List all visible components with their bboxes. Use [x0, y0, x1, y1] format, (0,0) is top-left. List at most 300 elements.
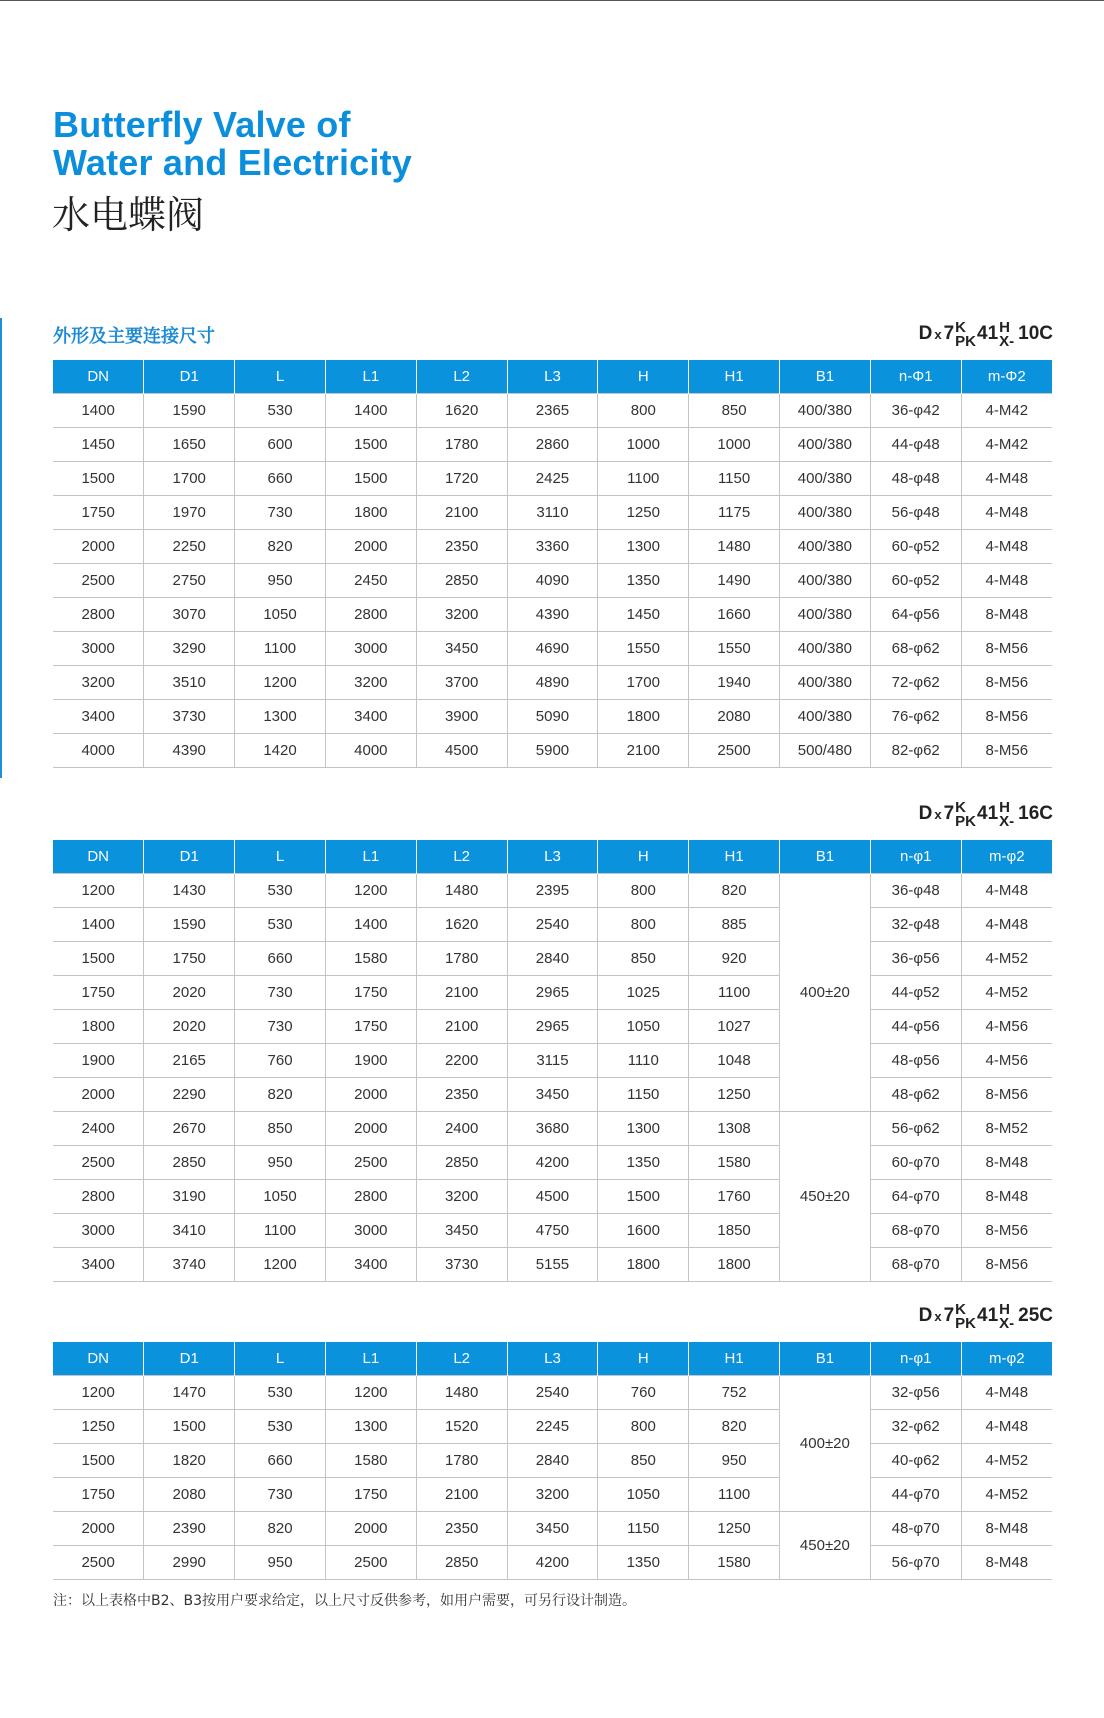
table-cell: 2390 [144, 1512, 235, 1546]
table-cell: 2400 [53, 1112, 144, 1146]
table-cell: 4-M48 [961, 530, 1052, 564]
spec-table-25c [53, 1342, 1052, 1580]
table-row [53, 908, 1052, 942]
table-cell: 500/480 [780, 734, 871, 768]
column-header: L3 [507, 840, 598, 874]
column-header: D1 [144, 1342, 235, 1376]
table-cell: 2000 [325, 1078, 416, 1112]
table-cell: 4-M56 [961, 1010, 1052, 1044]
table-cell: 820 [689, 874, 780, 908]
table-cell: 2080 [144, 1478, 235, 1512]
table-cell: 2000 [325, 1112, 416, 1146]
left-accent-bar [0, 318, 2, 778]
table-cell: 1620 [416, 908, 507, 942]
table-cell: 8-M56 [961, 666, 1052, 700]
table-cell: 44-φ48 [870, 428, 961, 462]
table-row [53, 530, 1052, 564]
table-cell: 1580 [325, 1444, 416, 1478]
table-cell: 1500 [598, 1180, 689, 1214]
table-cell: 1750 [144, 942, 235, 976]
column-header: DN [53, 1342, 144, 1376]
table-cell: 600 [235, 428, 326, 462]
table-cell: 2100 [416, 1478, 507, 1512]
table-cell: 1300 [325, 1410, 416, 1444]
table-cell: 2500 [53, 1146, 144, 1180]
table-cell: 2540 [507, 1376, 598, 1410]
table-cell: 3450 [416, 1214, 507, 1248]
table-cell: 730 [235, 496, 326, 530]
table-row [53, 1078, 1052, 1112]
table-cell: 1800 [598, 1248, 689, 1282]
table-row [53, 976, 1052, 1010]
table-cell: 3900 [416, 700, 507, 734]
column-header: L1 [325, 1342, 416, 1376]
table-cell: 1900 [325, 1044, 416, 1078]
table-cell: 3000 [53, 632, 144, 666]
column-header: L3 [507, 360, 598, 394]
table-cell: 40-φ62 [870, 1444, 961, 1478]
model-7: 7 [943, 1305, 955, 1326]
column-header: H1 [689, 360, 780, 394]
b1-merged-cell: 450±20 [780, 1112, 871, 1282]
table-cell: 1250 [598, 496, 689, 530]
table-cell: 1200 [235, 666, 326, 700]
table-row [53, 1248, 1052, 1282]
table-cell: 1050 [235, 1180, 326, 1214]
table-cell: 1480 [416, 1376, 507, 1410]
table-cell: 2245 [507, 1410, 598, 1444]
table-cell: 3200 [507, 1478, 598, 1512]
model-k-stack [955, 318, 976, 350]
model-k-bottom: PK [955, 812, 976, 830]
table-cell: 850 [598, 942, 689, 976]
table-cell: 1550 [689, 632, 780, 666]
table-cell: 2000 [53, 1512, 144, 1546]
model-h-bottom: X- [999, 1314, 1015, 1332]
table-cell: 2365 [507, 394, 598, 428]
table-cell: 1150 [689, 462, 780, 496]
table-cell: 1750 [53, 976, 144, 1010]
table-cell: 1400 [325, 908, 416, 942]
table-cell: 2850 [416, 1146, 507, 1180]
table-cell: 2800 [53, 1180, 144, 1214]
table-cell: 1800 [325, 496, 416, 530]
table-cell: 2860 [507, 428, 598, 462]
table-cell: 8-M56 [961, 1214, 1052, 1248]
table-cell: 530 [235, 874, 326, 908]
column-header: DN [53, 360, 144, 394]
table-cell: 3360 [507, 530, 598, 564]
column-header: B1 [780, 360, 871, 394]
model-7: 7 [943, 803, 955, 824]
table-cell: 2800 [325, 1180, 416, 1214]
section-title: 外形及主要连接尺寸 [53, 326, 215, 347]
table-row [53, 1112, 1052, 1146]
table-cell: 820 [689, 1410, 780, 1444]
table-row [53, 700, 1052, 734]
table-cell: 36-φ48 [870, 874, 961, 908]
table-cell: 4200 [507, 1146, 598, 1180]
table-cell: 68-φ70 [870, 1214, 961, 1248]
table-cell: 950 [235, 564, 326, 598]
table-cell: 3450 [507, 1512, 598, 1546]
table-cell: 2350 [416, 1078, 507, 1112]
table-row [53, 462, 1052, 496]
top-border [0, 0, 1104, 1]
table-cell: 1100 [235, 632, 326, 666]
model-41: 41 [977, 1305, 999, 1326]
spec-table-10c [53, 360, 1052, 768]
table-cell: 1100 [598, 462, 689, 496]
table-cell: 820 [235, 1078, 326, 1112]
b1-merged-cell: 400±20 [780, 1376, 871, 1512]
table-cell: 530 [235, 908, 326, 942]
page-title-chinese: 水电蝶阀 [52, 193, 205, 237]
model-h-bottom: X- [999, 332, 1015, 350]
table-cell: 4-M48 [961, 908, 1052, 942]
model-suffix: 25C [1018, 1305, 1053, 1326]
table-cell: 1590 [144, 908, 235, 942]
table-cell: 920 [689, 942, 780, 976]
table-cell: 1620 [416, 394, 507, 428]
table-cell: 1300 [235, 700, 326, 734]
table-cell: 1700 [598, 666, 689, 700]
table-cell: 8-M52 [961, 1112, 1052, 1146]
table-cell: 950 [235, 1546, 326, 1580]
table-cell: 1050 [598, 1010, 689, 1044]
table-cell: 2500 [53, 1546, 144, 1580]
table-cell: 1050 [598, 1478, 689, 1512]
table-row [53, 666, 1052, 700]
table-cell: 64-φ56 [870, 598, 961, 632]
table-cell: 1400 [53, 394, 144, 428]
table-cell: 3740 [144, 1248, 235, 1282]
table-cell: 68-φ70 [870, 1248, 961, 1282]
table-cell: 4-M56 [961, 1044, 1052, 1078]
column-header: L [235, 840, 326, 874]
table-cell: 4-M52 [961, 942, 1052, 976]
table-cell: 1000 [689, 428, 780, 462]
table-cell: 1580 [689, 1546, 780, 1580]
model-code-10c [919, 318, 1053, 350]
table-cell: 8-M56 [961, 632, 1052, 666]
table-cell: 1050 [235, 598, 326, 632]
table-cell: 5900 [507, 734, 598, 768]
table-row [53, 1010, 1052, 1044]
table-cell: 400/380 [780, 632, 871, 666]
model-h-top: H [999, 318, 1010, 336]
table-cell: 8-M56 [961, 1248, 1052, 1282]
table-cell: 4890 [507, 666, 598, 700]
table-cell: 2100 [416, 976, 507, 1010]
table-cell: 760 [235, 1044, 326, 1078]
table-cell: 660 [235, 462, 326, 496]
table-cell: 3000 [325, 1214, 416, 1248]
table-cell: 400/380 [780, 598, 871, 632]
table-cell: 8-M48 [961, 1180, 1052, 1214]
table-cell: 1350 [598, 1146, 689, 1180]
table-cell: 1420 [235, 734, 326, 768]
table-cell: 2165 [144, 1044, 235, 1078]
table-cell: 2250 [144, 530, 235, 564]
table-cell: 2395 [507, 874, 598, 908]
table-cell: 1350 [598, 1546, 689, 1580]
table-cell: 730 [235, 1478, 326, 1512]
table-cell: 820 [235, 530, 326, 564]
table-cell: 4-M48 [961, 1376, 1052, 1410]
table-cell: 1970 [144, 496, 235, 530]
table-cell: 3070 [144, 598, 235, 632]
b1-merged-cell: 400±20 [780, 874, 871, 1112]
table-cell: 2200 [416, 1044, 507, 1078]
table-cell: 1400 [53, 908, 144, 942]
table-row [53, 1214, 1052, 1248]
model-h-stack [999, 1300, 1015, 1332]
table-cell: 1450 [598, 598, 689, 632]
table-cell: 1650 [144, 428, 235, 462]
model-code-25c [919, 1300, 1053, 1332]
column-header: L3 [507, 1342, 598, 1376]
table-cell: 1450 [53, 428, 144, 462]
table-cell: 8-M48 [961, 1512, 1052, 1546]
table-cell: 1250 [689, 1078, 780, 1112]
column-header: H1 [689, 1342, 780, 1376]
table-cell: 760 [598, 1376, 689, 1410]
column-header: H [598, 360, 689, 394]
column-header: L [235, 360, 326, 394]
model-k-top: K [955, 318, 966, 336]
table-cell: 950 [689, 1444, 780, 1478]
table-cell: 2350 [416, 530, 507, 564]
table-cell: 2500 [53, 564, 144, 598]
model-k-bottom: PK [955, 332, 976, 350]
table-cell: 1590 [144, 394, 235, 428]
table-cell: 44-φ56 [870, 1010, 961, 1044]
table-cell: 1025 [598, 976, 689, 1010]
table-cell: 4200 [507, 1546, 598, 1580]
table-cell: 48-φ62 [870, 1078, 961, 1112]
table-cell: 800 [598, 394, 689, 428]
table-cell: 48-φ48 [870, 462, 961, 496]
table-cell: 1480 [416, 874, 507, 908]
column-header: B1 [780, 1342, 871, 1376]
table-cell: 1820 [144, 1444, 235, 1478]
table-cell: 820 [235, 1512, 326, 1546]
table-cell: 1308 [689, 1112, 780, 1146]
table-cell: 1900 [53, 1044, 144, 1078]
table-cell: 730 [235, 976, 326, 1010]
table-row [53, 394, 1052, 428]
table-cell: 8-M48 [961, 1546, 1052, 1580]
model-k-stack [955, 798, 976, 830]
table-cell: 400/380 [780, 462, 871, 496]
table-cell: 1780 [416, 1444, 507, 1478]
table-cell: 400/380 [780, 564, 871, 598]
table-cell: 3200 [325, 666, 416, 700]
table-cell: 2350 [416, 1512, 507, 1546]
table-cell: 2840 [507, 1444, 598, 1478]
table-row [53, 496, 1052, 530]
column-header: B1 [780, 840, 871, 874]
table-row [53, 734, 1052, 768]
column-header: L [235, 1342, 326, 1376]
table-cell: 2800 [53, 598, 144, 632]
table-cell: 4-M52 [961, 1478, 1052, 1512]
table-cell: 3110 [507, 496, 598, 530]
table-cell: 530 [235, 394, 326, 428]
table-cell: 800 [598, 1410, 689, 1444]
table-cell: 1780 [416, 428, 507, 462]
table-cell: 1200 [235, 1248, 326, 1282]
table-row [53, 1444, 1052, 1478]
table-cell: 60-φ52 [870, 530, 961, 564]
table-cell: 1350 [598, 564, 689, 598]
table-cell: 48-φ56 [870, 1044, 961, 1078]
table-cell: 2540 [507, 908, 598, 942]
table-cell: 3290 [144, 632, 235, 666]
table-cell: 1580 [325, 942, 416, 976]
table-cell: 2750 [144, 564, 235, 598]
table-cell: 3450 [507, 1078, 598, 1112]
table-cell: 4000 [53, 734, 144, 768]
model-h-top: H [999, 1300, 1010, 1318]
table-cell: 3450 [416, 632, 507, 666]
table-cell: 1200 [325, 1376, 416, 1410]
table-cell: 1300 [598, 530, 689, 564]
table-cell: 68-φ62 [870, 632, 961, 666]
model-h-stack [999, 318, 1015, 350]
table-cell: 2850 [416, 1546, 507, 1580]
table-cell: 1250 [53, 1410, 144, 1444]
model-d: D [918, 323, 933, 344]
table-cell: 1500 [325, 462, 416, 496]
table-cell: 4500 [416, 734, 507, 768]
table-cell: 2100 [598, 734, 689, 768]
table-row [53, 942, 1052, 976]
table-cell: 3200 [416, 1180, 507, 1214]
table-cell: 1048 [689, 1044, 780, 1078]
table-cell: 2840 [507, 942, 598, 976]
table-row [53, 1376, 1052, 1410]
table-cell: 8-M48 [961, 598, 1052, 632]
table-cell: 36-φ56 [870, 942, 961, 976]
table-cell: 2100 [416, 1010, 507, 1044]
table-cell: 752 [689, 1376, 780, 1410]
table-cell: 1940 [689, 666, 780, 700]
model-code-16c [919, 798, 1053, 830]
model-41: 41 [977, 323, 999, 344]
table-cell: 1200 [53, 1376, 144, 1410]
table-cell: 2290 [144, 1078, 235, 1112]
table-cell: 60-φ52 [870, 564, 961, 598]
table-cell: 800 [598, 874, 689, 908]
table-cell: 2400 [416, 1112, 507, 1146]
table-cell: 1490 [689, 564, 780, 598]
table-cell: 400/380 [780, 496, 871, 530]
table-cell: 2020 [144, 976, 235, 1010]
title-line-1: Butterfly Valve of [53, 104, 351, 145]
table-cell: 800 [598, 908, 689, 942]
table-cell: 76-φ62 [870, 700, 961, 734]
table-row [53, 428, 1052, 462]
table-cell: 2000 [325, 530, 416, 564]
table-cell: 400/380 [780, 428, 871, 462]
table-header-row [53, 360, 1052, 394]
footnote: 注：以上表格中B2、B3按用户要求给定，以上尺寸反供参考，如用户需要，可另行设计制造。 [53, 1593, 637, 1609]
table-cell: 4500 [507, 1180, 598, 1214]
table-cell: 2020 [144, 1010, 235, 1044]
table-cell: 2000 [53, 530, 144, 564]
table-cell: 3400 [53, 700, 144, 734]
table-row [53, 632, 1052, 666]
model-d: D [918, 803, 933, 824]
table-cell: 530 [235, 1410, 326, 1444]
table-cell: 1300 [598, 1112, 689, 1146]
table-cell: 1250 [689, 1512, 780, 1546]
table-cell: 3730 [144, 700, 235, 734]
table-cell: 3680 [507, 1112, 598, 1146]
table-cell: 3700 [416, 666, 507, 700]
table-cell: 3000 [325, 632, 416, 666]
column-header: H1 [689, 840, 780, 874]
table-cell: 3400 [325, 1248, 416, 1282]
table-cell: 2450 [325, 564, 416, 598]
table-cell: 3410 [144, 1214, 235, 1248]
table-cell: 3200 [416, 598, 507, 632]
table-cell: 1500 [53, 462, 144, 496]
column-header: m-φ2 [961, 1342, 1052, 1376]
model-k-stack [955, 1300, 976, 1332]
table-cell: 2080 [689, 700, 780, 734]
model-7: 7 [943, 323, 955, 344]
table-cell: 2850 [416, 564, 507, 598]
table-cell: 1000 [598, 428, 689, 462]
table-row [53, 874, 1052, 908]
table-cell: 32-φ62 [870, 1410, 961, 1444]
model-x: x [934, 806, 942, 822]
table-cell: 36-φ42 [870, 394, 961, 428]
table-cell: 1750 [325, 1478, 416, 1512]
table-cell: 2800 [325, 598, 416, 632]
table-cell: 1175 [689, 496, 780, 530]
table-cell: 2850 [144, 1146, 235, 1180]
table-row [53, 1512, 1052, 1546]
table-cell: 1520 [416, 1410, 507, 1444]
table-cell: 1480 [689, 530, 780, 564]
model-41: 41 [977, 803, 999, 824]
table-cell: 1200 [53, 874, 144, 908]
table-cell: 3510 [144, 666, 235, 700]
table-cell: 1470 [144, 1376, 235, 1410]
table-cell: 3200 [53, 666, 144, 700]
table-cell: 1027 [689, 1010, 780, 1044]
table-cell: 32-φ48 [870, 908, 961, 942]
table-cell: 4-M52 [961, 976, 1052, 1010]
table-row [53, 1410, 1052, 1444]
table-cell: 400/380 [780, 666, 871, 700]
table-cell: 32-φ56 [870, 1376, 961, 1410]
table-header-row [53, 1342, 1052, 1376]
table-cell: 1780 [416, 942, 507, 976]
column-header: L2 [416, 360, 507, 394]
table-cell: 1750 [53, 1478, 144, 1512]
table-row [53, 1546, 1052, 1580]
model-k-top: K [955, 1300, 966, 1318]
table-cell: 1800 [53, 1010, 144, 1044]
spec-table-16c [53, 840, 1052, 1282]
table-cell: 4090 [507, 564, 598, 598]
column-header: H [598, 840, 689, 874]
